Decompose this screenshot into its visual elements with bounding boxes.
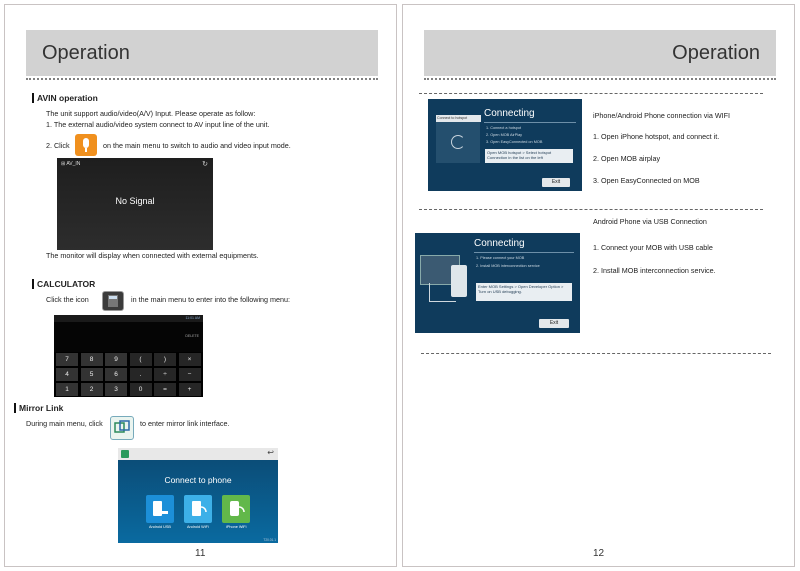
calculator-key[interactable]: ×	[179, 353, 201, 366]
status-bar: 11:01 AM	[54, 315, 203, 322]
wifi-connecting-screen	[428, 99, 582, 191]
wifi-step-3: 3. Open EasyConnected on MOB	[593, 176, 700, 185]
calculator-key[interactable]: −	[179, 368, 201, 381]
usb-heading: Android Phone via USB Connection	[593, 217, 707, 226]
calculator-icon	[102, 291, 124, 311]
calculator-key[interactable]: 0	[130, 383, 152, 396]
avin-heading: AVIN operation	[32, 93, 98, 103]
page-banner	[424, 30, 776, 76]
avin-caption: The monitor will display when connected with external equipments.	[46, 251, 259, 260]
calculator-key[interactable]: .	[130, 368, 152, 381]
calculator-line-prefix: Click the icon	[46, 295, 89, 304]
iphone-wifi-tile[interactable]	[222, 495, 250, 523]
av-in-label: ⊞ AV_IN	[61, 161, 81, 167]
page-11	[4, 4, 397, 567]
calculator-key[interactable]: ÷	[154, 368, 176, 381]
wifi-step-1: 1. Open iPhone hotspot, and connect it.	[593, 132, 720, 141]
android-usb-label: Android USB	[149, 525, 171, 529]
wifi-row-2: 2. Open MOB AirPlay	[486, 133, 523, 137]
avin-step-2-prefix: 2. Click	[46, 141, 70, 150]
avin-step-1: 1. The external audio/video system connect to AV input line of the unit.	[46, 120, 270, 129]
page-number: 12	[593, 548, 605, 559]
loading-spinner-icon	[451, 135, 465, 149]
delete-button[interactable]: DELETE	[185, 334, 199, 338]
section-divider	[419, 93, 763, 94]
mirror-line-prefix: During main menu, click	[26, 419, 103, 428]
hotspot-tab[interactable]: Connect to hotspot	[436, 115, 481, 122]
mirror-line-suffix: to enter mirror link interface.	[140, 419, 230, 428]
refresh-icon: ↻	[202, 161, 208, 168]
android-wifi-tile[interactable]	[184, 495, 212, 523]
mirror-link-screen	[118, 448, 278, 543]
wifi-step-2: 2. Open MOB airplay	[593, 154, 661, 163]
calculator-key[interactable]: 7	[56, 353, 78, 366]
no-signal-text: No Signal	[115, 196, 155, 206]
wifi-instruction-note: Open MOB hotspot > Select hotspot Connection in the list on the left	[485, 149, 573, 163]
back-icon[interactable]: ↩	[267, 448, 274, 457]
connecting-title: Connecting	[484, 108, 535, 119]
exit-button[interactable]: Exit	[542, 178, 570, 187]
android-wifi-label: Android WiFi	[187, 525, 209, 529]
wifi-row-1: 1. Connect a hotspot	[486, 126, 522, 130]
version-label: T20.01.1	[263, 538, 276, 542]
connect-to-phone-title: Connect to phone	[164, 475, 232, 485]
calculator-key[interactable]: )	[154, 353, 176, 366]
calculator-key[interactable]: 2	[81, 383, 103, 396]
banner-title: Operation	[42, 42, 130, 64]
connecting-title: Connecting	[474, 238, 525, 249]
calculator-key[interactable]: 5	[81, 368, 103, 381]
calculator-heading: CALCULATOR	[32, 279, 95, 289]
banner-underline	[424, 78, 776, 80]
title-rule	[474, 252, 574, 253]
app-icon	[121, 450, 129, 458]
calculator-screen	[54, 315, 203, 397]
usb-cable-graphic	[429, 283, 456, 302]
mirror-link-icon	[110, 416, 134, 440]
usb-step-2: 2. Install MOB interconnection service.	[593, 266, 716, 275]
banner-title: Operation	[672, 42, 760, 64]
usb-instruction-note: Enter MOB Settings > Open Developer Option > Turn on USB debugging.	[476, 283, 572, 301]
title-rule	[484, 122, 576, 123]
avin-screen	[57, 158, 213, 250]
wifi-heading: iPhone/Android Phone connection via WIFI	[593, 111, 731, 120]
calculator-key[interactable]: (	[130, 353, 152, 366]
banner-underline	[26, 78, 378, 80]
page-banner	[26, 30, 378, 76]
mirror-link-heading: Mirror Link	[14, 403, 63, 413]
iphone-wifi-label: iPhone WiFi	[226, 525, 247, 529]
android-usb-tile[interactable]	[146, 495, 174, 523]
calculator-key[interactable]: 4	[56, 368, 78, 381]
usb-row-2: 2. Install MOB interconnection service	[476, 264, 540, 268]
hotspot-panel	[436, 115, 480, 163]
calculator-display	[54, 322, 203, 352]
page-number: 11	[195, 548, 206, 559]
calculator-key[interactable]: 3	[105, 383, 127, 396]
exit-button[interactable]: Exit	[539, 319, 569, 328]
calculator-key[interactable]: +	[179, 383, 201, 396]
calculator-key[interactable]: =	[154, 383, 176, 396]
usb-row-1: 1. Please connect your MOB	[476, 256, 525, 260]
wifi-row-3: 3. Open EasyConnected on MOB	[486, 140, 543, 144]
calculator-key[interactable]: 9	[105, 353, 127, 366]
calculator-key[interactable]: 6	[105, 368, 127, 381]
avin-step-2-suffix: on the main menu to switch to audio and video input mode.	[103, 141, 291, 150]
mirror-top-bar	[118, 448, 278, 460]
section-divider	[419, 209, 763, 210]
section-divider	[421, 353, 771, 354]
page-12	[402, 4, 795, 567]
avin-intro: The unit support audio/video(A/V) Input. Please operate as follow:	[46, 109, 256, 118]
usb-step-1: 1. Connect your MOB with USB cable	[593, 243, 713, 252]
usb-connecting-screen	[415, 233, 580, 333]
avin-icon	[75, 134, 97, 156]
calculator-key[interactable]: 1	[56, 383, 78, 396]
calculator-key[interactable]: 8	[81, 353, 103, 366]
calculator-line-suffix: in the main menu to enter into the following menu:	[131, 295, 291, 304]
